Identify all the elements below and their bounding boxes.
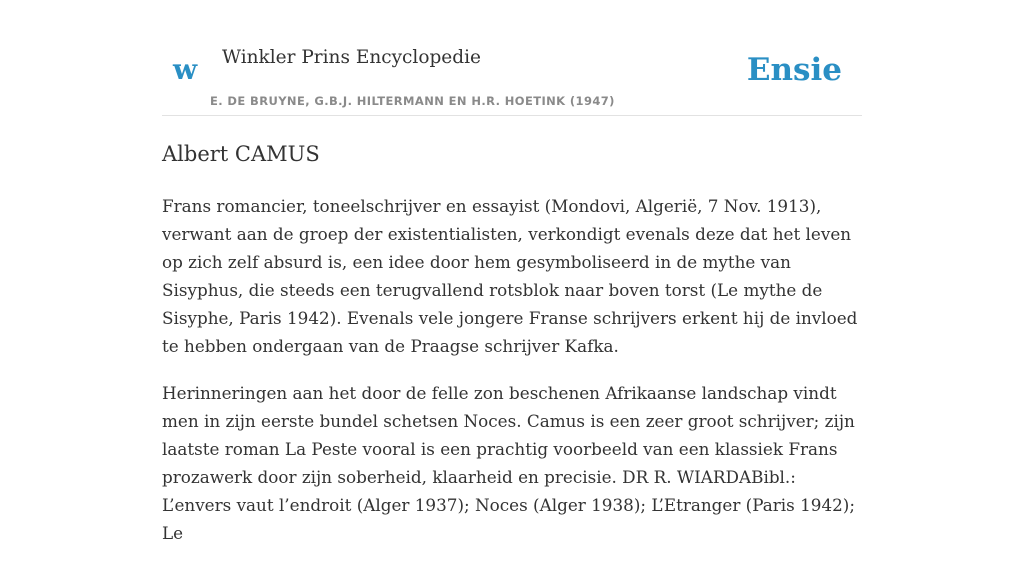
article-paragraph-1: Frans romancier, toneelschrijver en essayist (Mondovi, Algerië, 7 Nov. 1913), verwant aan de groep der existentialisten, verkondigt evenals deze dat het leven op zich zelf absurd is, een idee door hem gesymboliseerd in de mythe van Sisyphus, die steeds een terugvallend rotsblok naar boven torst (Le mythe de Sisyphe, Paris 1942). Evenals vele jongere Franse schrijvers erkent hij de invloed te hebben ondergaan van de Praagse schrijver Kafka. <box>162 196 858 356</box>
article-paragraph-2: Herinneringen aan het door de felle zon beschenen Afrikaanse landschap vindt men in zijn eerste bundel schetsen Noces. Camus is een zeer groot schrijver; zijn laatste roman La Peste vooral is een prachtig voorbeeld van een klassiek Frans prozawerk door zijn soberheid, klaarheid en precisie. DR R. WIARDABibl.: L’envers vaut l’endroit (Alger 1937); Noces (Alger 1938); L’Etranger (Paris 1942); Le <box>162 383 856 543</box>
article-body <box>162 192 868 566</box>
source-logo-icon[interactable]: w <box>173 53 198 86</box>
header-divider <box>162 115 862 116</box>
source-authors: E. DE BRUYNE, G.B.J. HILTERMANN EN H.R. HOETINK (1947) <box>210 94 615 108</box>
source-title-link[interactable]: Winkler Prins Encyclopedie <box>222 47 481 68</box>
ensie-brand-logo[interactable]: Ensie <box>746 52 842 88</box>
article-title: Albert CAMUS <box>162 142 320 166</box>
